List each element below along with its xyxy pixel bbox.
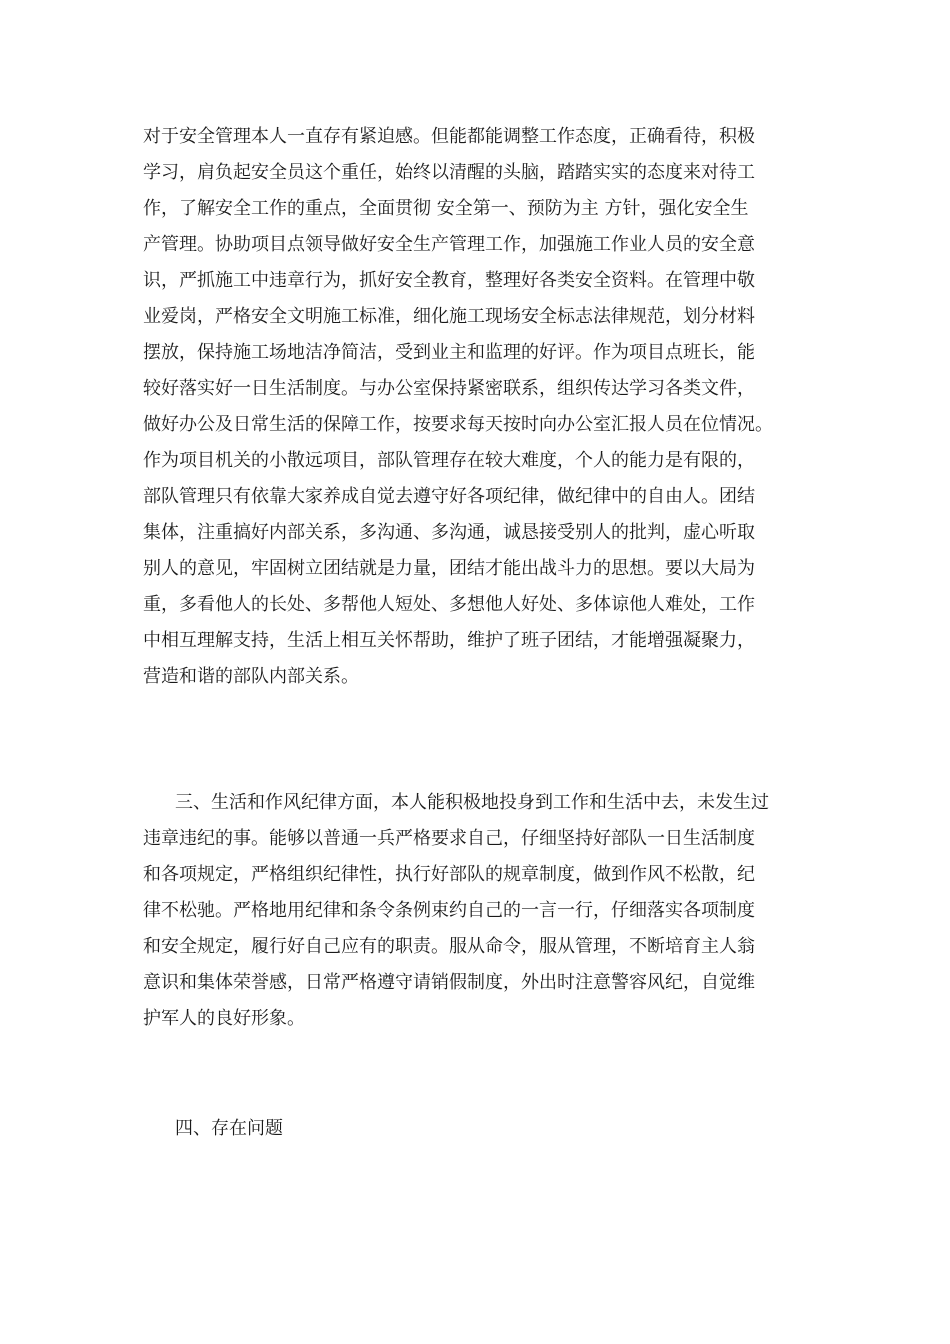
section-heading: 四、存在问题 [175,1118,283,1139]
paragraph-line: 作，了解安全工作的重点，全面贯彻 安全第一、预防为主 方针，强化安全生 [143,198,749,219]
paragraph-line: 摆放，保持施工场地洁净简洁，受到业主和监理的好评。作为项目点班长，能 [143,342,755,363]
paragraph-line: 重，多看他人的长处、多帮他人短处、多想他人好处、多体谅他人难处，工作 [143,594,755,615]
paragraph-line: 和各项规定，严格组织纪律性，执行好部队的规章制度，做到作风不松散，纪 [143,864,755,885]
paragraph-line: 中相互理解支持，生活上相互关怀帮助，维护了班子团结，才能增强凝聚力， [143,630,755,651]
paragraph-line: 违章违纪的事。能够以普通一兵严格要求自己，仔细坚持好部队一日生活制度 [143,828,755,849]
paragraph-line: 别人的意见，牢固树立团结就是力量，团结才能出战斗力的思想。要以大局为 [143,558,755,579]
paragraph-line: 较好落实好一日生活制度。与办公室保持紧密联系，组织传达学习各类文件， [143,378,755,399]
paragraph-line: 产管理。协助项目点领导做好安全生产管理工作，加强施工作业人员的安全意 [143,234,755,255]
paragraph-line: 作为项目机关的小散远项目，部队管理存在较大难度，个人的能力是有限的， [143,450,755,471]
paragraph-line: 护军人的良好形象。 [143,1008,305,1029]
paragraph-line: 业爱岗，严格安全文明施工标准，细化施工现场安全标志法律规范，划分材料 [143,306,755,327]
paragraph-line: 做好办公及日常生活的保障工作，按要求每天按时向办公室汇报人员在位情况。 [143,414,773,435]
paragraph-line: 集体，注重搞好内部关系，多沟通、多沟通，诚恳接受别人的批判，虚心听取 [143,522,755,543]
paragraph-line: 部队管理只有依靠大家养成自觉去遵守好各项纪律，做纪律中的自由人。团结 [143,486,755,507]
paragraph-line: 营造和谐的部队内部关系。 [143,666,359,687]
paragraph-line: 和安全规定，履行好自己应有的职责。服从命令，服从管理，不断培育主人翁 [143,936,755,957]
paragraph-line: 学习，肩负起安全员这个重任，始终以清醒的头脑，踏踏实实的态度来对待工 [143,162,755,183]
paragraph-line: 识，严抓施工中违章行为，抓好安全教育，整理好各类安全资料。在管理中敬 [143,270,755,291]
paragraph-line: 对于安全管理本人一直存有紧迫感。但能都能调整工作态度，正确看待，积极 [143,126,755,147]
paragraph-line: 意识和集体荣誉感，日常严格遵守请销假制度，外出时注意警容风纪，自觉维 [143,972,755,993]
paragraph-line: 律不松驰。严格地用纪律和条令条例束约自己的一言一行，仔细落实各项制度 [143,900,755,921]
paragraph-line: 三、生活和作风纪律方面，本人能积极地投身到工作和生活中去，未发生过 [175,792,769,813]
